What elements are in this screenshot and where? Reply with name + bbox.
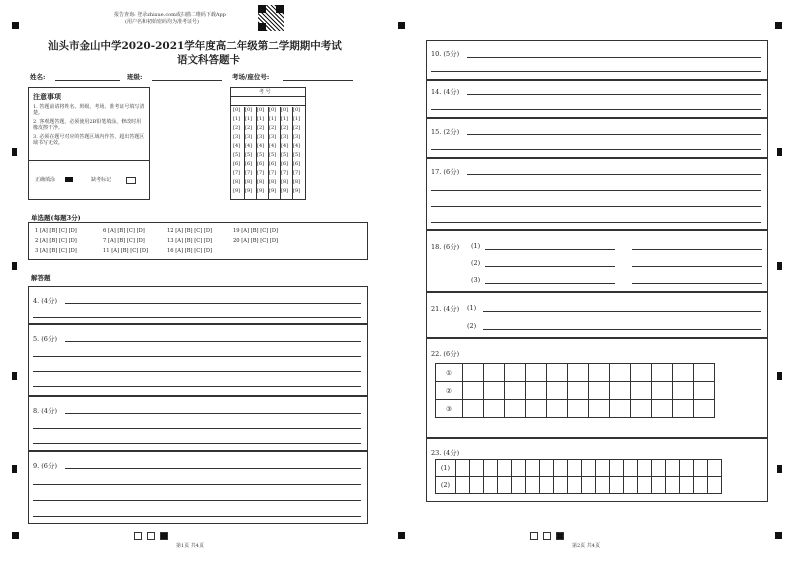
mc-question[interactable]: 12 [A] [B] [C] [D] xyxy=(167,228,213,234)
grid-cell[interactable] xyxy=(610,460,624,477)
note-item: 3. 必须在题号对应的答题区域内作答，超出答题区域书写无效。 xyxy=(33,134,145,146)
grid-cell[interactable] xyxy=(631,382,652,400)
grid-row-label: ② xyxy=(436,382,463,400)
answer-line[interactable] xyxy=(431,222,761,223)
grid-cell[interactable] xyxy=(568,364,589,382)
answer-line[interactable] xyxy=(467,57,761,58)
seat-label: 考场/座位号: xyxy=(232,73,270,81)
question-label: 10. (5分) xyxy=(431,50,460,58)
digit-bubble[interactable]: [1] xyxy=(257,116,265,122)
grid-line xyxy=(231,96,305,97)
digit-bubble[interactable]: [2] xyxy=(257,125,265,131)
digit-bubble[interactable]: [6] xyxy=(245,161,253,167)
side-mark xyxy=(777,372,782,380)
mc-question[interactable]: 11 [A] [B] [C] [D] xyxy=(103,248,149,254)
grid-row-label: (1) xyxy=(436,460,456,477)
digit-bubble[interactable]: [6] xyxy=(293,161,301,167)
side-mark xyxy=(12,262,17,270)
digit-bubble[interactable]: [4] xyxy=(269,143,277,149)
grid-cell[interactable] xyxy=(568,477,582,494)
question-label: 17. (6分) xyxy=(431,168,460,176)
exam-number-label: 考 号 xyxy=(259,89,271,95)
mc-question[interactable]: 16 [A] [B] [C] [D] xyxy=(167,248,213,254)
page-footer: 第2页 共4页 xyxy=(572,543,600,549)
question-label: 22. (6分) xyxy=(431,350,460,358)
digit-bubble[interactable]: [8] xyxy=(233,179,241,185)
digit-bubble[interactable]: [9] xyxy=(233,188,241,194)
grid-cell[interactable] xyxy=(547,400,568,418)
grid-cell[interactable] xyxy=(610,477,624,494)
grid-cell[interactable] xyxy=(673,382,694,400)
question-label: 21. (4分) xyxy=(431,305,460,313)
digit-bubble[interactable]: [5] xyxy=(257,152,265,158)
answer-box-q23 xyxy=(426,438,768,502)
grid-cell[interactable] xyxy=(582,477,596,494)
writing-grid[interactable] xyxy=(435,459,722,494)
grid-cell[interactable] xyxy=(638,477,652,494)
grid-cell[interactable] xyxy=(484,364,505,382)
digit-bubble[interactable]: [8] xyxy=(293,179,301,185)
grid-cell[interactable] xyxy=(484,460,498,477)
answer-box-q10 xyxy=(426,40,768,80)
answer-line[interactable] xyxy=(632,249,762,250)
digit-bubble[interactable]: [4] xyxy=(233,143,241,149)
grid-cell[interactable] xyxy=(694,460,708,477)
grid-cell[interactable] xyxy=(708,460,722,477)
grid-cell[interactable] xyxy=(610,364,631,382)
digit-bubble[interactable]: [3] xyxy=(245,134,253,140)
mc-box xyxy=(28,222,368,260)
grid-cell[interactable] xyxy=(624,460,638,477)
mc-question[interactable]: 13 [A] [B] [C] [D] xyxy=(167,238,213,244)
exam-digit-column xyxy=(233,107,245,199)
grid-cell[interactable] xyxy=(582,460,596,477)
grid-cell[interactable] xyxy=(540,477,554,494)
grid-cell[interactable] xyxy=(610,400,631,418)
grid-cell[interactable] xyxy=(694,364,715,382)
grid-cell[interactable] xyxy=(596,460,610,477)
digit-bubble[interactable]: [6] xyxy=(257,161,265,167)
writing-grid[interactable] xyxy=(435,363,715,418)
page-footer: 第1页 共4页 xyxy=(176,543,204,549)
sub-part-label: (3) xyxy=(471,276,481,284)
digit-bubble[interactable]: [4] xyxy=(257,143,265,149)
filled-sample-icon xyxy=(65,177,73,182)
sub-part-label: (2) xyxy=(471,259,481,267)
grid-cell[interactable] xyxy=(589,400,610,418)
digit-bubble[interactable]: [5] xyxy=(281,152,289,158)
answer-line[interactable] xyxy=(431,109,761,110)
grid-cell[interactable] xyxy=(652,364,673,382)
digit-bubble[interactable]: [3] xyxy=(293,134,301,140)
grid-cell[interactable] xyxy=(554,460,568,477)
grid-cell[interactable] xyxy=(547,364,568,382)
grid-cell[interactable] xyxy=(470,460,484,477)
digit-bubble[interactable]: [6] xyxy=(281,161,289,167)
grid-cell[interactable] xyxy=(463,400,484,418)
absent-mark-label: 缺考标记 xyxy=(91,177,112,183)
essay-title: 解答题 xyxy=(31,274,51,282)
page-marker-box xyxy=(530,532,538,540)
answer-line[interactable] xyxy=(65,413,361,414)
digit-bubble[interactable]: [2] xyxy=(281,125,289,131)
fill-correct-label: 正确填涂 xyxy=(35,177,56,183)
answer-line[interactable] xyxy=(33,428,361,429)
sub-part-label: (1) xyxy=(467,304,477,312)
grid-cell[interactable] xyxy=(568,382,589,400)
grid-cell[interactable] xyxy=(470,477,484,494)
grid-cell[interactable] xyxy=(484,382,505,400)
grid-cell[interactable] xyxy=(631,400,652,418)
digit-bubble[interactable]: [9] xyxy=(269,188,277,194)
side-mark xyxy=(777,148,782,156)
digit-bubble[interactable]: [5] xyxy=(233,152,241,158)
exam-digit-column xyxy=(281,107,293,199)
digit-bubble[interactable]: [3] xyxy=(281,134,289,140)
registration-mark xyxy=(775,22,782,29)
digit-bubble[interactable]: [1] xyxy=(269,116,277,122)
registration-mark xyxy=(398,532,405,539)
absent-checkbox[interactable] xyxy=(126,177,136,184)
page-marker-box xyxy=(134,532,142,540)
grid-cell[interactable] xyxy=(666,460,680,477)
digit-bubble[interactable]: [7] xyxy=(269,170,277,176)
notes-title: 注意事项 xyxy=(33,92,61,101)
grid-cell[interactable] xyxy=(624,477,638,494)
mc-title: 单选题(每题3分) xyxy=(31,214,81,222)
answer-line[interactable] xyxy=(431,149,761,150)
grid-cell[interactable] xyxy=(526,460,540,477)
grid-cell[interactable] xyxy=(456,477,470,494)
answer-box-q15 xyxy=(426,118,768,158)
grid-row xyxy=(436,477,722,494)
grid-cell[interactable] xyxy=(456,460,470,477)
digit-bubble[interactable]: [2] xyxy=(293,125,301,131)
question-label: 15. (2分) xyxy=(431,128,460,136)
answer-line[interactable] xyxy=(33,371,361,372)
digit-bubble[interactable]: [1] xyxy=(293,116,301,122)
grid-row xyxy=(436,460,722,477)
page-marker-box xyxy=(556,532,564,540)
grid-row-label: (2) xyxy=(436,477,456,494)
digit-bubble[interactable]: [2] xyxy=(245,125,253,131)
question-label: 14. (4分) xyxy=(431,88,460,96)
digit-bubble[interactable]: [5] xyxy=(293,152,301,158)
digit-bubble[interactable]: [0] xyxy=(245,107,253,113)
digit-bubble[interactable]: [0] xyxy=(269,107,277,113)
answer-line[interactable] xyxy=(65,303,361,304)
grid-cell[interactable] xyxy=(547,382,568,400)
digit-bubble[interactable]: [1] xyxy=(233,116,241,122)
digit-bubble[interactable]: [9] xyxy=(293,188,301,194)
digit-bubble[interactable]: [9] xyxy=(245,188,253,194)
digit-bubble[interactable]: [5] xyxy=(269,152,277,158)
digit-bubble[interactable]: [4] xyxy=(245,143,253,149)
digit-bubble[interactable]: [8] xyxy=(269,179,277,185)
registration-mark xyxy=(398,22,405,29)
grid-cell[interactable] xyxy=(498,477,512,494)
digit-bubble[interactable]: [9] xyxy=(281,188,289,194)
grid-cell[interactable] xyxy=(673,400,694,418)
digit-bubble[interactable]: [8] xyxy=(245,179,253,185)
report-note: 报告查询: 登录zhixue.com或扫描二维码下载App xyxy=(114,12,226,18)
side-mark xyxy=(12,372,17,380)
grid-cell[interactable] xyxy=(631,364,652,382)
answer-line[interactable] xyxy=(33,386,361,387)
digit-bubble[interactable]: [7] xyxy=(233,170,241,176)
question-label: 5. (6分) xyxy=(33,335,57,343)
grid-cell[interactable] xyxy=(694,477,708,494)
notes-box xyxy=(28,87,150,200)
registration-mark xyxy=(12,22,19,29)
answer-line[interactable] xyxy=(485,266,615,267)
note-item: 2. 客观题答题，必须使用2B铅笔填涂，修改时用橡皮擦干净。 xyxy=(33,119,142,131)
digit-bubble[interactable]: [7] xyxy=(293,170,301,176)
report-note-sub: (用户名和初始密码均为准考证号) xyxy=(125,19,199,25)
page-title: 汕头市金山中学2020-2021学年度高二年级第二学期期中考试 xyxy=(48,40,342,52)
note-item: 1. 答题前请将姓名、班级、考场、准考证号填写清楚。 xyxy=(33,104,145,116)
grid-cell[interactable] xyxy=(526,400,547,418)
grid-cell[interactable] xyxy=(463,364,484,382)
grid-line xyxy=(231,105,305,106)
grid-cell[interactable] xyxy=(568,400,589,418)
exam-digit-column xyxy=(257,107,269,199)
mc-question[interactable]: 20 [A] [B] [C] [D] xyxy=(233,238,279,244)
grid-cell[interactable] xyxy=(554,477,568,494)
digit-bubble[interactable]: [3] xyxy=(269,134,277,140)
digit-bubble[interactable]: [8] xyxy=(281,179,289,185)
answer-line[interactable] xyxy=(485,249,615,250)
answer-line[interactable] xyxy=(65,468,361,469)
grid-cell[interactable] xyxy=(652,400,673,418)
question-label: 23. (4分) xyxy=(431,449,460,457)
digit-bubble[interactable]: [1] xyxy=(245,116,253,122)
page-marker-box xyxy=(147,532,155,540)
answer-box-q5 xyxy=(28,324,368,396)
grid-row xyxy=(436,364,715,382)
side-mark xyxy=(12,465,17,473)
side-mark xyxy=(12,148,17,156)
grid-cell[interactable] xyxy=(680,460,694,477)
grid-cell[interactable] xyxy=(512,477,526,494)
grid-cell[interactable] xyxy=(498,460,512,477)
grid-row-label: ③ xyxy=(436,400,463,418)
answer-box-q14 xyxy=(426,80,768,118)
grid-row-label: ① xyxy=(436,364,463,382)
side-mark xyxy=(777,262,782,270)
grid-cell[interactable] xyxy=(463,382,484,400)
question-label: 4. (4分) xyxy=(33,297,57,305)
digit-bubble[interactable]: [3] xyxy=(257,134,265,140)
notes-divider xyxy=(29,160,149,161)
exam-number-grid xyxy=(230,87,306,200)
answer-box-q9 xyxy=(28,451,368,524)
digit-bubble[interactable]: [8] xyxy=(257,179,265,185)
mc-question[interactable]: 6 [A] [B] [C] [D] xyxy=(103,228,145,234)
question-label: 8. (4分) xyxy=(33,407,57,415)
qr-code-icon xyxy=(258,5,284,31)
grid-cell[interactable] xyxy=(589,382,610,400)
answer-line[interactable] xyxy=(632,283,762,284)
question-label: 9. (6分) xyxy=(33,462,57,470)
digit-bubble[interactable]: [0] xyxy=(233,107,241,113)
mc-question[interactable]: 1 [A] [B] [C] [D] xyxy=(35,228,77,234)
grid-cell[interactable] xyxy=(638,460,652,477)
answer-line[interactable] xyxy=(33,484,361,485)
sub-part-label: (1) xyxy=(471,242,481,250)
seat-field[interactable] xyxy=(283,80,353,81)
digit-bubble[interactable]: [2] xyxy=(233,125,241,131)
answer-line[interactable] xyxy=(65,341,361,342)
answer-box-q4 xyxy=(28,286,368,324)
digit-bubble[interactable]: [0] xyxy=(281,107,289,113)
exam-digit-column xyxy=(269,107,281,199)
class-label: 班级: xyxy=(127,73,143,81)
digit-bubble[interactable]: [0] xyxy=(293,107,301,113)
grid-cell[interactable] xyxy=(540,460,554,477)
grid-cell[interactable] xyxy=(505,400,526,418)
page-marker-box xyxy=(160,532,168,540)
answer-box-q8 xyxy=(28,396,368,451)
grid-cell[interactable] xyxy=(652,460,666,477)
registration-mark xyxy=(775,532,782,539)
digit-bubble[interactable]: [4] xyxy=(281,143,289,149)
answer-line[interactable] xyxy=(431,71,761,72)
grid-cell[interactable] xyxy=(652,477,666,494)
answer-line[interactable] xyxy=(485,283,615,284)
answer-line[interactable] xyxy=(33,516,361,517)
grid-cell[interactable] xyxy=(484,400,505,418)
page-marker-box xyxy=(543,532,551,540)
grid-cell[interactable] xyxy=(526,364,547,382)
grid-cell[interactable] xyxy=(694,382,715,400)
digit-bubble[interactable]: [2] xyxy=(269,125,277,131)
answer-line[interactable] xyxy=(467,94,761,95)
answer-line[interactable] xyxy=(483,311,761,312)
grid-cell[interactable] xyxy=(694,400,715,418)
digit-bubble[interactable]: [7] xyxy=(281,170,289,176)
answer-line[interactable] xyxy=(33,317,361,318)
digit-bubble[interactable]: [9] xyxy=(257,188,265,194)
answer-line[interactable] xyxy=(33,356,361,357)
answer-line[interactable] xyxy=(431,206,761,207)
grid-cell[interactable] xyxy=(652,382,673,400)
side-mark xyxy=(777,465,782,473)
question-label: 18. (6分) xyxy=(431,243,460,251)
mc-question[interactable]: 19 [A] [B] [C] [D] xyxy=(233,228,279,234)
grid-cell[interactable] xyxy=(568,460,582,477)
grid-cell[interactable] xyxy=(680,477,694,494)
digit-bubble[interactable]: [4] xyxy=(293,143,301,149)
digit-bubble[interactable]: [5] xyxy=(245,152,253,158)
answer-line[interactable] xyxy=(33,443,361,444)
registration-mark xyxy=(12,532,19,539)
answer-box-q21 xyxy=(426,292,768,338)
exam-digit-column xyxy=(245,107,257,199)
sub-part-label: (2) xyxy=(467,322,477,330)
digit-bubble[interactable]: [6] xyxy=(233,161,241,167)
grid-cell[interactable] xyxy=(526,382,547,400)
name-label: 姓名: xyxy=(30,73,46,81)
grid-cell[interactable] xyxy=(589,364,610,382)
digit-bubble[interactable]: [7] xyxy=(257,170,265,176)
grid-cell[interactable] xyxy=(708,477,722,494)
grid-cell[interactable] xyxy=(610,382,631,400)
digit-bubble[interactable]: [7] xyxy=(245,170,253,176)
grid-cell[interactable] xyxy=(673,364,694,382)
grid-cell[interactable] xyxy=(512,460,526,477)
digit-bubble[interactable]: [3] xyxy=(233,134,241,140)
grid-row xyxy=(436,400,715,418)
grid-cell[interactable] xyxy=(484,477,498,494)
name-field[interactable] xyxy=(55,80,120,81)
answer-line[interactable] xyxy=(632,266,762,267)
answer-box-q17 xyxy=(426,158,768,230)
mc-question[interactable]: 3 [A] [B] [C] [D] xyxy=(35,248,77,254)
grid-row xyxy=(436,382,715,400)
grid-cell[interactable] xyxy=(526,477,540,494)
grid-cell[interactable] xyxy=(666,477,680,494)
mc-question[interactable]: 7 [A] [B] [C] [D] xyxy=(103,238,145,244)
answer-line[interactable] xyxy=(467,174,761,175)
answer-line[interactable] xyxy=(467,134,761,135)
answer-box-q22 xyxy=(426,338,768,438)
answer-box-q18 xyxy=(426,230,768,292)
answer-line[interactable] xyxy=(431,190,761,191)
grid-cell[interactable] xyxy=(505,382,526,400)
grid-cell[interactable] xyxy=(596,477,610,494)
digit-bubble[interactable]: [0] xyxy=(257,107,265,113)
mc-question[interactable]: 2 [A] [B] [C] [D] xyxy=(35,238,77,244)
class-field[interactable] xyxy=(152,80,222,81)
answer-line[interactable] xyxy=(483,329,761,330)
answer-line[interactable] xyxy=(33,500,361,501)
exam-digit-column xyxy=(293,107,304,199)
page-subtitle: 语文科答题卡 xyxy=(177,54,240,66)
grid-cell[interactable] xyxy=(505,364,526,382)
digit-bubble[interactable]: [1] xyxy=(281,116,289,122)
digit-bubble[interactable]: [6] xyxy=(269,161,277,167)
